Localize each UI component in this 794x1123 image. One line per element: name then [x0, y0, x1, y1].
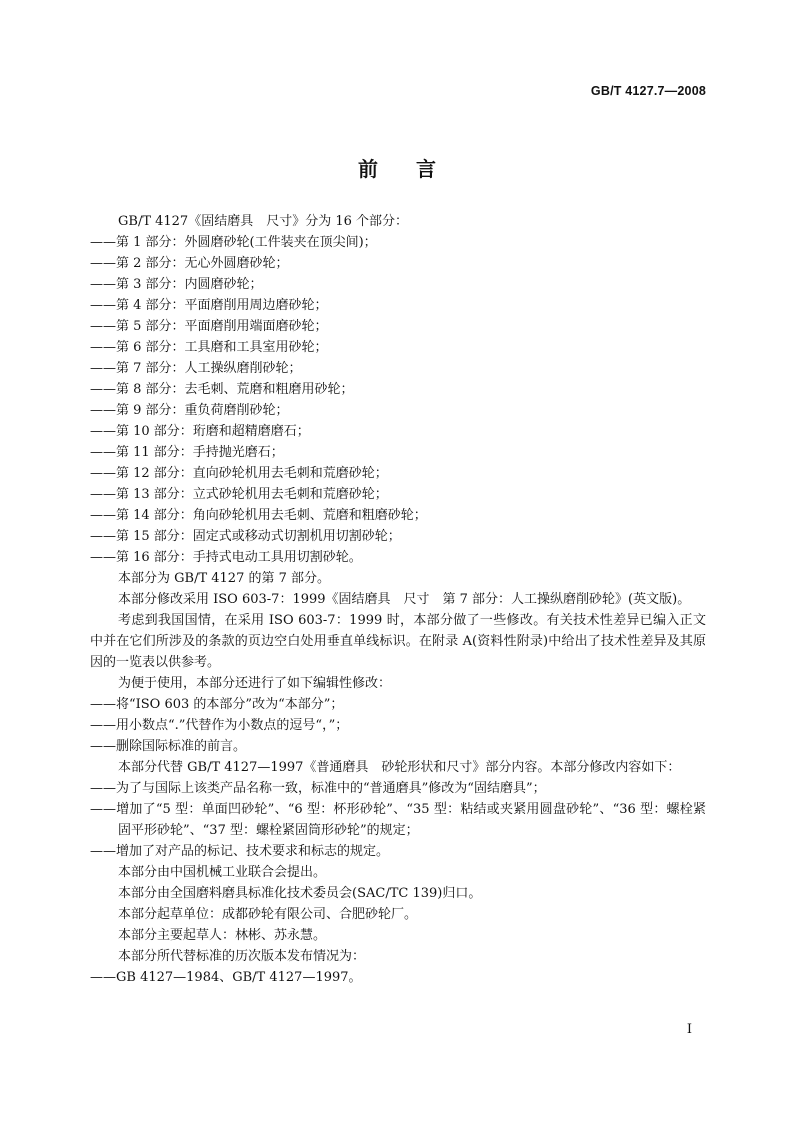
standard-code-header: GB/T 4127.7—2008 — [590, 84, 706, 98]
list-item: ——用小数点“.”代替作为小数点的逗号“，”； — [90, 718, 349, 733]
list-item: ——第 11 部分：手持抛光磨石； — [90, 445, 284, 460]
list-item: ——第 12 部分：直向砂轮机用去毛刺和荒磨砂轮； — [90, 466, 388, 481]
foreword-body — [90, 211, 706, 988]
page-number: I — [686, 1022, 692, 1037]
list-item: ——第 6 部分：工具磨和工具室用砂轮； — [90, 340, 328, 355]
list-item: ——第 8 部分：去毛刺、荒磨和粗磨用砂轮； — [90, 382, 354, 397]
list-item: ——第 2 部分：无心外圆磨砂轮； — [90, 256, 289, 271]
list-item: ——第 4 部分：平面磨削用周边磨砂轮； — [90, 298, 328, 313]
text-line: 本部分为 GB/T 4127 的第 7 部分。 — [118, 571, 331, 586]
text-line: 本部分代替 GB/T 4127—1997《普通磨具 砂轮形状和尺寸》部分内容。本部分修改内容如下： — [118, 760, 681, 775]
text-line: 本部分由全国磨料磨具标准化技术委员会(SAC/TC 139)归口。 — [118, 886, 482, 901]
list-item: ——增加了对产品的标记、技术要求和标志的规定。 — [90, 844, 390, 859]
list-item: ——第 10 部分：珩磨和超精磨磨石； — [90, 424, 310, 439]
list-item: ——为了与国际上该类产品名称一致，标准中的“普通磨具”修改为“固结磨具”； — [90, 781, 546, 796]
page-title: 前言 — [358, 157, 474, 181]
list-item: ——将“ISO 603 的本部分”改为“本部分”； — [90, 697, 344, 712]
list-item: ——第 9 部分：重负荷磨削砂轮； — [90, 403, 289, 418]
list-item-added-types: ——增加了“5 型：单面凹砂轮”、“6 型：杯形砂轮”、“35 型：粘结或夹紧用圆盘砂轮”、“36 型：螺栓紧固平形砂轮”、“37 型：螺栓紧固筒形砂轮”的规定； — [90, 802, 706, 838]
text-line: 本部分起草单位：成都砂轮有限公司、合肥砂轮厂。 — [118, 907, 418, 922]
list-item: ——第 3 部分：内圆磨砂轮； — [90, 277, 263, 292]
text-line: 本部分修改采用 ISO 603-7：1999《固结磨具 尺寸 第 7 部分：人工操纵磨削砂轮》(英文版)。 — [118, 592, 691, 607]
list-item: ——第 1 部分：外圆磨砂轮(工件装夹在顶尖间)； — [90, 235, 377, 250]
list-item: ——第 16 部分：手持式电动工具用切割砂轮。 — [90, 550, 362, 565]
list-item: ——第 7 部分：人工操纵磨削砂轮； — [90, 361, 302, 376]
text-line: 本部分由中国机械工业联合会提出。 — [118, 865, 327, 880]
list-item: ——第 14 部分：角向砂轮机用去毛刺、荒磨和粗磨砂轮； — [90, 508, 427, 523]
text-line: 本部分所代替标准的历次版本发布情况为： — [118, 949, 366, 964]
text-line: GB/T 4127《固结磨具 尺寸》分为 16 个部分： — [118, 214, 409, 229]
technical-differences-paragraph: 考虑到我国国情，在采用 ISO 603-7：1999 时，本部分做了一些修改。有关技术性差异已编入正文中并在它们所涉及的条款的页边空白处用垂直单线标识。在附录 A(资料性附录)中给出了技术性差异及其原因的一览表以供参考。 — [90, 613, 706, 670]
list-item: ——第 15 部分：固定式或移动式切割机用切割砂轮； — [90, 529, 401, 544]
list-item: ——第 13 部分：立式砂轮机用去毛刺和荒磨砂轮； — [90, 487, 388, 502]
list-item: ——GB 4127—1984、GB/T 4127—1997。 — [90, 970, 362, 985]
text-line: 本部分主要起草人：林彬、苏永慧。 — [118, 928, 327, 943]
text-line: 为便于使用，本部分还进行了如下编辑性修改： — [118, 676, 392, 691]
list-item: ——删除国际标准的前言。 — [90, 739, 247, 754]
list-item: ——第 5 部分：平面磨削用端面磨砂轮； — [90, 319, 328, 334]
